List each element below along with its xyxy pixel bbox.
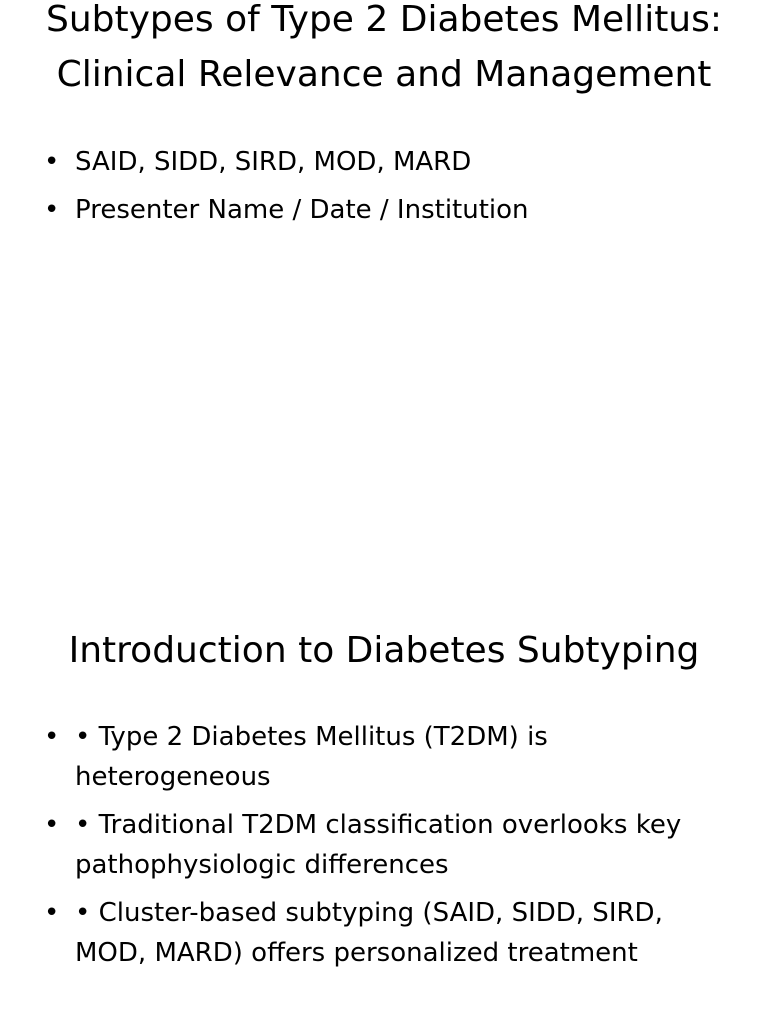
slide-2-title: Introduction to Diabetes Subtyping: [68, 630, 700, 671]
bullet-dot-icon: •: [44, 810, 60, 840]
bullet-dot-icon: •: [44, 898, 60, 928]
bullet-dot-icon: •: [44, 195, 60, 225]
slide-2-bullet-list: [44, 717, 734, 981]
bullet-item: [44, 805, 734, 885]
bullet-item: [44, 190, 734, 230]
bullet-item: [44, 893, 734, 973]
bullet-text: Presenter Name / Date / Institution: [75, 195, 529, 225]
slide-1-title: Subtypes of Type 2 Diabetes Mellitus: Clinical Relevance and Management: [45, 0, 723, 95]
bullet-text: • Cluster-based subtyping (SAID, SIDD, SIRD, MOD, MARD) offers personalized treatment: [75, 898, 663, 968]
slide-2: [0, 512, 768, 1024]
bullet-dot-icon: •: [44, 147, 60, 177]
slide-1-bullet-list: [44, 142, 734, 238]
bullet-text: SAID, SIDD, SIRD, MOD, MARD: [75, 147, 472, 177]
bullet-text: • Type 2 Diabetes Mellitus (T2DM) is heterogeneous: [75, 722, 548, 792]
bullet-item: [44, 717, 734, 797]
bullet-dot-icon: •: [44, 722, 60, 752]
bullet-item: [44, 142, 734, 182]
bullet-text: • Traditional T2DM classification overlooks key pathophysiologic differences: [75, 810, 682, 880]
